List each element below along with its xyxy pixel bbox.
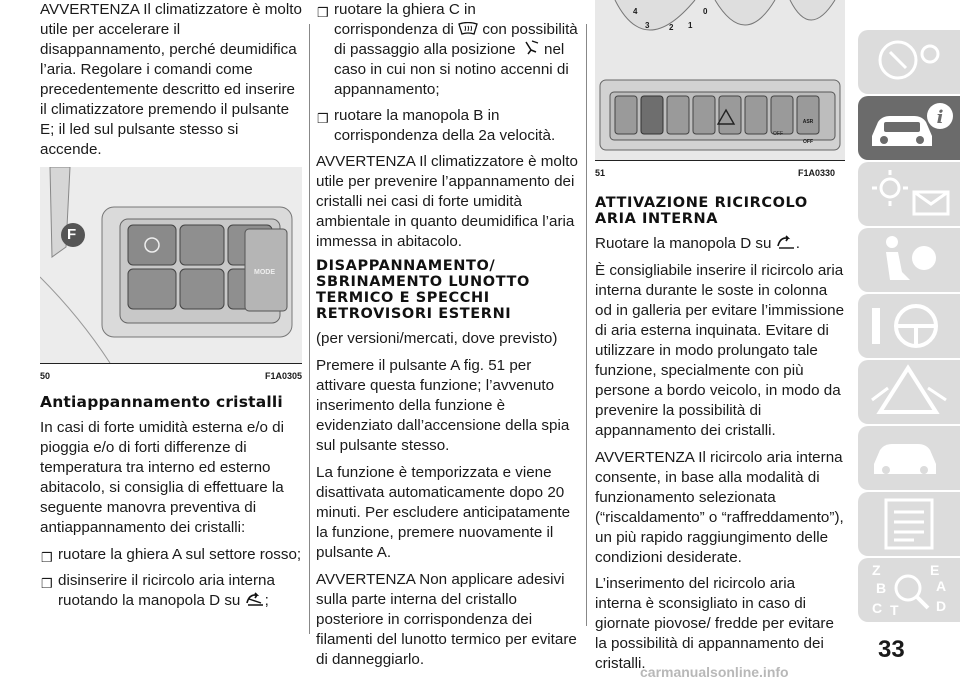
paragraph: La funzione è temporizzata e viene disattivata automaticamente dopo 20 minuti. Per escludere anticipatamente la funzione, premere nuovamente il pulsante A. [316,464,571,561]
paragraph: Ruotare la manopola D su . [595,235,800,252]
column-divider [586,24,587,626]
column-3 [595,0,845,681]
bullet-item: ❒ ruotare la manopola B in corrispondenza della 2a velocità. [317,107,556,144]
car-service-icon [858,426,960,490]
windscreen-defrost-icon [458,22,478,36]
column-1 [40,0,302,617]
warning-lights-icon [858,162,960,226]
paragraph: In casi di forte umidità esterna e/o di pioggia e/o di forti differenze di temperatura tra interno ed esterno abitacolo, si consiglia di effettuare la seguente manovra preventiva di antiappannamento dei cristalli: [40,419,284,536]
tab-warning-lights[interactable] [858,162,960,226]
technical-data-icon [858,492,960,556]
tab-dashboard-controls[interactable] [858,30,960,94]
figure-51 [595,0,845,161]
mode-button-label: MODE [254,269,275,276]
figure-number: 51 [595,168,606,178]
recirculation-off-icon [245,591,265,607]
index-letter: Z [872,562,881,578]
car-info-icon [858,96,960,160]
figure-50-caption [40,366,302,386]
foot-windscreen-icon [520,40,540,56]
section-heading-disappannamento: DISAPPANNAMENTO/ SBRINAMENTO LUNOTTO TERMICO E SPECCHI RETROVISORI ESTERNI [316,258,530,322]
svg-text:i: i [936,107,944,128]
checkbox-bullet-icon: ❒ [41,550,53,565]
dashboard-controls-icon [858,30,960,94]
figure-code: F1A0305 [264,371,302,381]
chapter-sidebar [858,30,960,626]
section-heading-ricircolo: ATTIVAZIONE RICIRCOLO ARIA INTERNA [595,195,808,227]
tab-airbag-seat[interactable] [858,228,960,292]
index-letter: T [890,602,899,618]
tab-index[interactable] [858,558,960,622]
callout-f: F [67,226,77,243]
paragraph: È consigliabile inserire il ricircolo aria interna durante le soste in colonna od in galleria per evitare l’immissione di aria esterna inquinata. Evitare di utilizzare in modo prolungato tale funzione, specialmente con più persone a bordo veicolo, in modo da prevenire la possibilità di appannamento dei cristalli. [595,262,845,439]
tab-road-warning[interactable] [858,360,960,424]
section-heading-antiappannamento: Antiappannamento cristalli [40,393,283,411]
tab-steering-wheel[interactable] [858,294,960,358]
index-letter: C [872,600,883,616]
checkbox-bullet-icon: ❒ [41,576,53,591]
dial-number: 3 [645,21,650,30]
figure-50 [40,167,302,364]
page-number: 33 [878,636,905,663]
figure-number: 50 [40,371,51,381]
warning-adesivi: AVVERTENZA Non applicare adesivi sulla parte interna del cristallo posteriore in corrispondenza dei filamenti del lunotto termico per evitare di danneggiarlo. [316,571,577,668]
index-letter: B [876,580,887,596]
asr-off-label: ASR OFF [802,119,814,145]
checkbox-bullet-icon: ❒ [317,111,329,126]
column-divider [309,24,310,634]
dial-number: 4 [633,7,638,16]
index-letter: E [930,562,940,578]
warning-intro: AVVERTENZA Il climatizzatore è molto utile per accelerare il disappannamento, perché deumidifica l’aria. Regolare i comandi come precedentemente descritto ed inserire il climatizzatore premendo il pulsante E; il led sul pulsante stesso si accende. [40,1,302,158]
tab-technical-data[interactable] [858,492,960,556]
tab-car-service[interactable] [858,426,960,490]
dial-number: 0 [703,7,708,16]
warning-humidity: AVVERTENZA Il climatizzatore è molto utile per prevenire l’appannamento dei cristalli nei casi di forte umidità ambientale in quanto deumidifica l’aria immessa in abitacolo. [316,153,578,250]
road-warning-icon [858,360,960,424]
index-letter: A [936,578,947,594]
figure-51-caption [595,163,845,183]
warning-ricircolo: AVVERTENZA Il ricircolo aria interna consente, in base alla modalità di funzionamento selezionata (“riscaldamento” o “raffreddamento”), un più rapido raggiungimento delle condizioni desiderate. [595,449,844,566]
column-2 [316,0,578,676]
paragraph: (per versioni/mercati, dove previsto) [316,330,558,347]
dial-number: 1 [688,21,693,30]
checkbox-bullet-icon: ❒ [317,5,329,20]
tab-car-info[interactable] [858,96,960,160]
recirculation-icon [776,234,796,250]
bullet-item: ❒ disinserire il ricircolo aria interna ruotando la manopola D su ; [41,572,275,609]
dial-number: 2 [669,23,674,32]
airbag-seat-icon [858,228,960,292]
bullet-item: ❒ ruotare la ghiera A sul settore rosso; [40,545,302,565]
bullet-item: ❒ ruotare la ghiera C in corrispondenza di con possibilità di passaggio alla posizione nel caso in cui non si notino accenni di appannamento; [317,1,578,98]
paragraph: Premere il pulsante A fig. 51 per attivare questa funzione; l’avvenuto inserimento della funzione è evidenziato dall’accensione della spia sul pulsante stesso. [316,357,570,454]
watermark: carmanualsonline.info [640,664,789,680]
index-letter: D [936,598,947,614]
steering-wheel-icon [858,294,960,358]
paragraph: L’inserimento del ricircolo aria interna è sconsigliato in caso di giornate piovose/ fredde per evitare la possibilità di appannamento dei cristalli. [595,575,834,672]
figure-code: F1A0330 [797,168,835,178]
off-label: OFF [773,131,783,137]
